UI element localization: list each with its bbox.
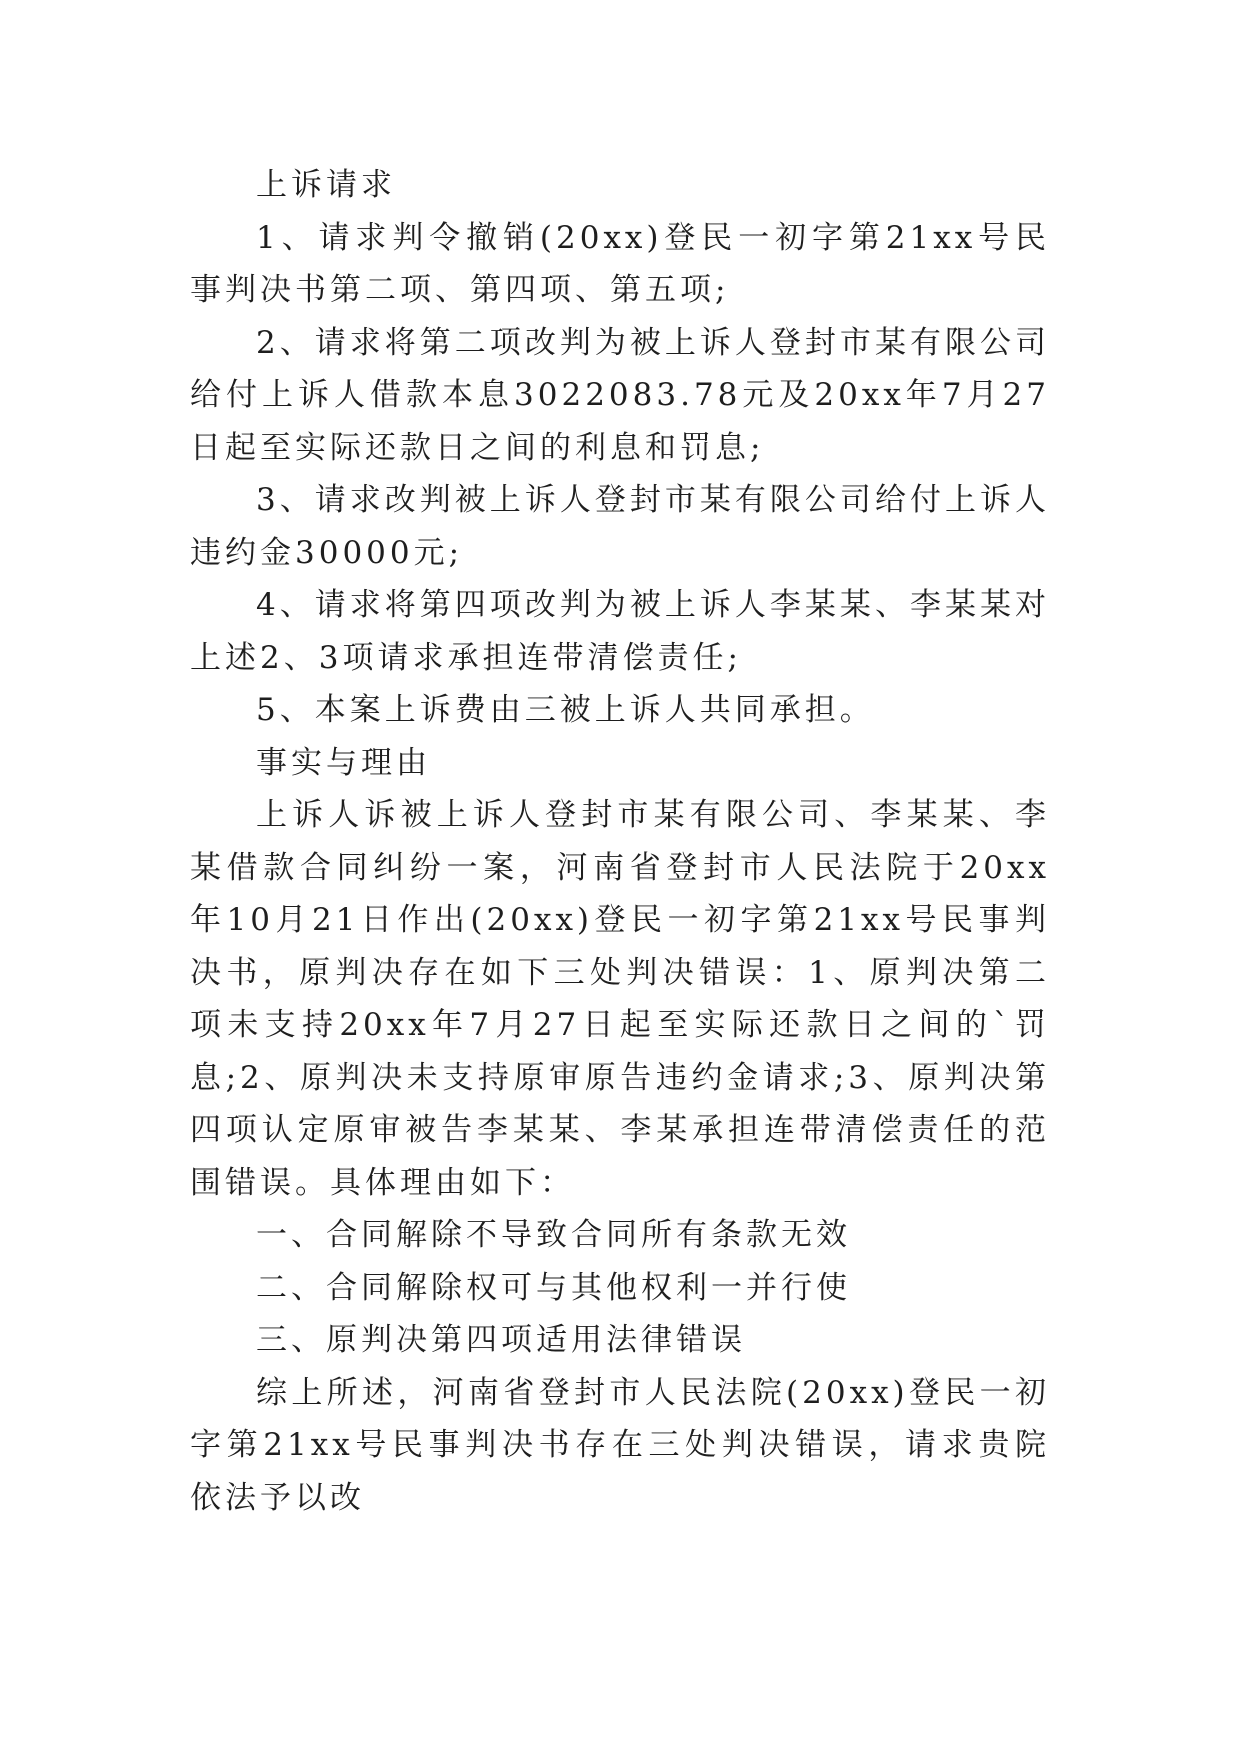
request-item-1: 1、请求判令撤销(20xx)登民一初字第21xx号民事判决书第二项、第四项、第五项; xyxy=(190,219,1050,308)
reason-item-3: 三、原判决第四项适用法律错误 xyxy=(256,1322,746,1358)
reason-item-1: 一、合同解除不导致合同所有条款无效 xyxy=(256,1217,851,1253)
facts-paragraph: 上诉人诉被上诉人登封市某有限公司、李某某、李某借款合同纠纷一案，河南省登封市人民法院于20xx年10月21日作出(20xx)登民一初字第21xx号民事判决书，原判决存在如下三处判决错误：1、原判决第二项未支持20xx年7月27日起至实际还款日之间的`罚息;2、原判决未支持原审原告违约金请求;3、原判决第四项认定原审被告李某某、李某承担连带清偿责任的范围错误。具体理由如下： xyxy=(190,797,1050,1201)
request-item-2: 2、请求将第二项改判为被上诉人登封市某有限公司给付上诉人借款本息3022083.78元及20xx年7月27日起至实际还款日之间的利息和罚息; xyxy=(190,324,1050,466)
heading-appeal-requests: 上诉请求 xyxy=(256,167,396,203)
request-item-4: 4、请求将第四项改判为被上诉人李某某、李某某对上述2、3项请求承担连带清偿责任; xyxy=(190,587,1050,676)
document-body xyxy=(190,159,1050,1524)
request-item-5: 5、本案上诉费由三被上诉人共同承担。 xyxy=(256,692,875,728)
request-item-3: 3、请求改判被上诉人登封市某有限公司给付上诉人违约金30000元; xyxy=(190,482,1050,571)
conclusion-paragraph: 综上所述，河南省登封市人民法院(20xx)登民一初字第21xx号民事判决书存在三处判决错误，请求贵院依法予以改 xyxy=(190,1374,1050,1516)
reason-item-2: 二、合同解除权可与其他权利一并行使 xyxy=(256,1269,851,1306)
heading-facts-and-reasons: 事实与理由 xyxy=(256,744,431,781)
